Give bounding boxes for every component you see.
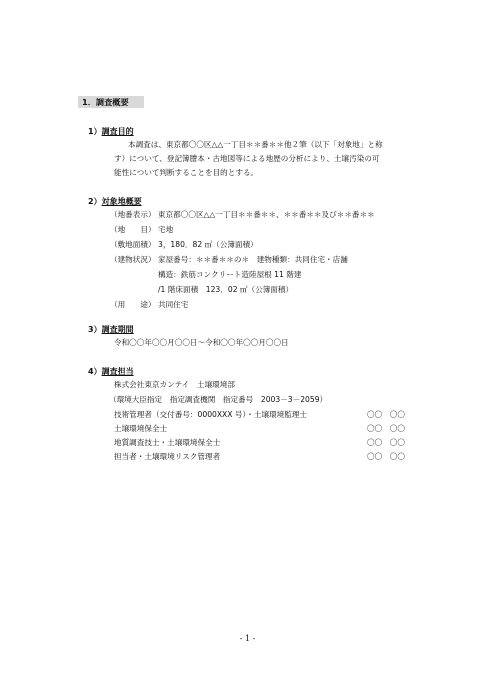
floor-area-row: /1 階床面積 123．02 ㎡（公簿面積） [158,285,294,294]
staff-name: 〇〇 〇〇 [367,452,405,461]
purpose-line-3: 能性について判断することを目的とする。 [114,168,259,177]
purpose-line-1: 本調査は、東京都〇〇区△△一丁目＊＊番＊＊他２筆（以下「対象地」と称 [128,140,383,149]
staff-name: 〇〇 〇〇 [367,424,405,433]
site-area-value: 3，180．82 ㎡（公簿面積） [158,240,258,249]
site-heading-text: 対象地概要 [101,197,142,206]
building-value: 家屋番号：＊＊番＊＊の＊ 建物種類：共同住宅・店舗 [158,255,348,264]
staff-name: 〇〇 〇〇 [367,438,405,447]
usage-value: 共同住宅 [158,300,189,309]
structure-row: 構造：鉄筋コンクリート造陸屋根 11 階建 [158,270,302,279]
building-label: （建物状況） [110,255,156,264]
land-category-label: （地 目） [110,225,156,234]
staff-heading-number: 4） [88,367,102,376]
purpose-line-2: す）について、登記簿謄本・古地図等による地歴の分析により、土壌汚染の可 [114,154,380,163]
designation-note: （環境大臣指定 指定調査機関 指定番号 2003－3－2059） [109,395,328,404]
building-row [110,255,348,265]
staff-role: 担当者・土壌環境リスク管理者 [114,452,221,461]
purpose-heading [88,126,134,137]
site-heading [88,196,142,207]
period-heading-text: 調査期間 [101,325,134,334]
lot-row [110,210,375,220]
site-heading-number: 2） [88,197,102,206]
usage-row [110,300,188,310]
staff-role: 地質調査技士・土壌環境保全士 [114,438,221,447]
section-title: 1．調査概要 [78,96,144,108]
site-area-row [110,240,258,250]
site-area-label: （敷地面積） [110,240,156,249]
purpose-heading-text: 調査目的 [101,127,134,136]
company-name: 株式会社東京カンテイ 土壌環境部 [114,380,235,389]
purpose-heading-number: 1） [88,127,102,136]
period-value: 令和〇〇年〇〇月〇〇日～令和〇〇年〇〇月〇〇日 [114,338,289,347]
lot-label: （地番表示） [110,210,156,219]
usage-label: （用 途） [110,300,156,309]
lot-value: 東京都〇〇区△△一丁目＊＊番＊＊、＊＊番＊＊及び＊＊番＊＊ [158,210,375,219]
land-category-row [110,225,173,235]
period-heading-number: 3） [88,325,102,334]
staff-role: 土壌環境保全士 [114,424,168,433]
staff-heading-text: 調査担当 [101,367,134,376]
staff-name: 〇〇 〇〇 [367,410,405,419]
staff-role: 技術管理者（交付番号：0000XXX 号）・土壌環境監理士 [114,410,308,419]
land-category-value: 宅地 [158,225,174,234]
staff-heading [88,366,134,377]
page-number: - 1 - [239,634,256,643]
period-heading [88,324,134,335]
